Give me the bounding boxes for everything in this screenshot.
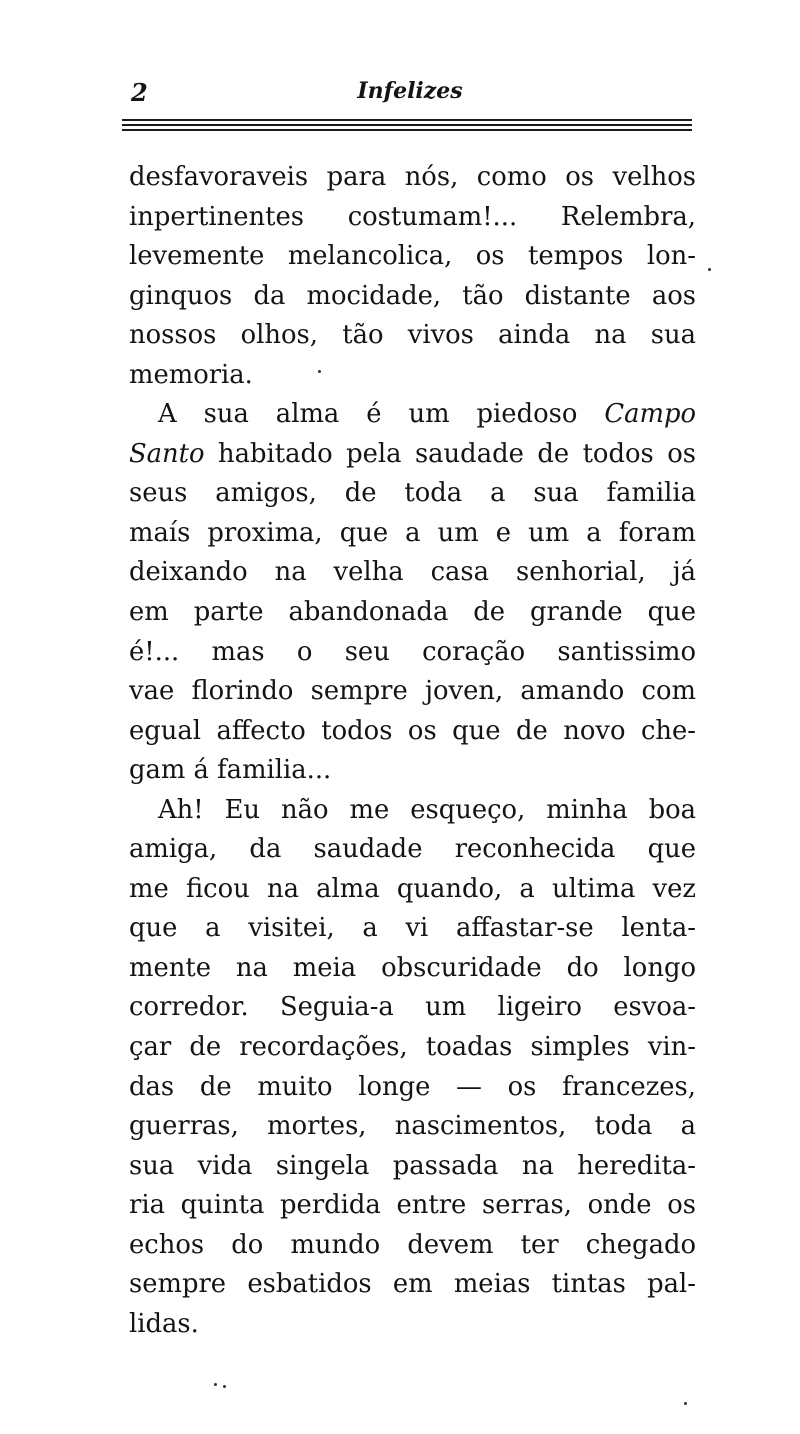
- scan-speck: [708, 268, 711, 271]
- text-line: inpertinentes costumam!... Relembra,: [129, 201, 696, 232]
- scan-speck: [214, 1383, 217, 1386]
- text-line: çar de recordações, toadas simples vin-: [129, 1032, 696, 1063]
- header-rule: [122, 129, 692, 131]
- page-number: 2: [131, 78, 148, 107]
- italic-phrase: Santo: [129, 438, 205, 469]
- text-run: A sua alma é um piedoso: [158, 399, 578, 430]
- running-title: Infelizes: [357, 78, 463, 104]
- text-line: é!... mas o seu coração santissimo: [129, 636, 696, 667]
- text-line: gam á familia...: [129, 755, 332, 786]
- text-line: maís proxima, que a um e um a foram: [129, 517, 696, 548]
- text-line: seus amigos, de toda a sua familia: [129, 478, 696, 509]
- scan-speck: [318, 370, 321, 373]
- scan-speck: [223, 1385, 226, 1388]
- text-line: corredor. Seguia-a um ligeiro esvoa-: [129, 992, 696, 1023]
- text-line: que a visitei, a vi affastar-se lenta-: [129, 913, 696, 944]
- text-line: amiga, da saudade reconhecida que: [129, 834, 696, 865]
- body-text: [129, 158, 696, 1344]
- text-line: [129, 435, 696, 475]
- text-line: nossos olhos, tão vivos ainda na sua: [129, 320, 696, 351]
- text-line: me ficou na alma quando, a ultima vez: [129, 873, 696, 904]
- text-line: lidas.: [129, 1308, 199, 1339]
- text-line: ginquos da mocidade, tão distante aos: [129, 280, 696, 311]
- text-line: em parte abandonada de grande que: [129, 597, 696, 628]
- text-line: desfavoraveis para nós, como os velhos: [129, 162, 696, 192]
- text-line: deixando na velha casa senhorial, já: [129, 557, 696, 588]
- scan-speck: [684, 1402, 687, 1405]
- text-line: guerras, mortes, nascimentos, toda a: [129, 1111, 696, 1142]
- text-line: sua vida singela passada na heredita-: [129, 1150, 696, 1181]
- text-line: sempre esbatidos em meias tintas pal-: [129, 1269, 696, 1300]
- text-line: Ah! Eu não me esqueço, minha boa: [158, 794, 696, 825]
- header-rule: [122, 124, 692, 126]
- header-rule: [122, 119, 692, 121]
- text-line: egual affecto todos os que de novo che-: [129, 715, 696, 746]
- italic-phrase: Campo: [604, 399, 696, 430]
- text-line: das de muito longe — os francezes,: [129, 1071, 696, 1102]
- text-line: echos do mundo devem ter chegado: [129, 1229, 696, 1260]
- text-line: vae florindo sempre joven, amando com: [129, 676, 696, 707]
- text-line: [129, 395, 696, 435]
- text-line: levemente melancolica, os tempos lon-: [129, 241, 696, 272]
- text-run: habitado pela saudade de todos os: [218, 438, 696, 469]
- text-line: memoria.: [129, 359, 253, 390]
- text-line: mente na meia obscuridade do longo: [129, 952, 696, 983]
- text-line: ria quinta perdida entre serras, onde os: [129, 1190, 696, 1221]
